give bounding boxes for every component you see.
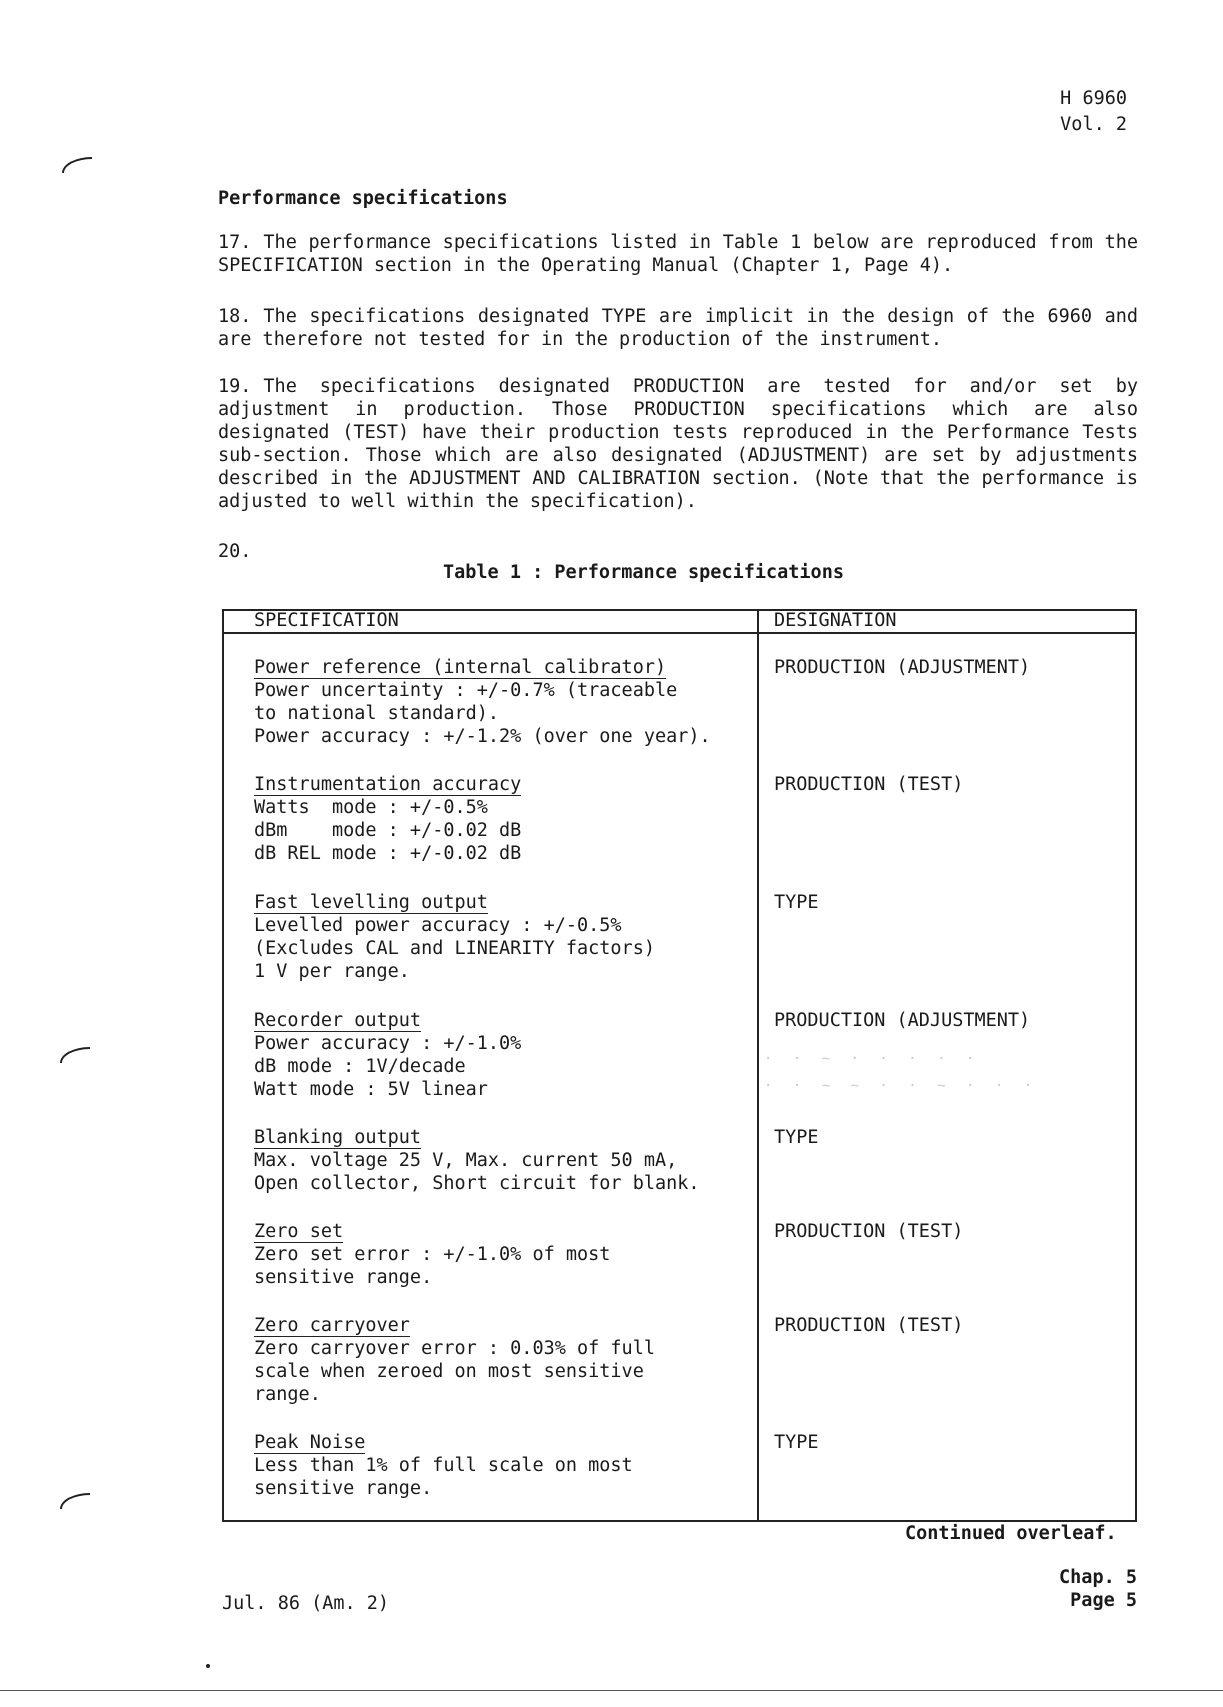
spec-line: scale when zeroed on most sensitive bbox=[254, 1361, 644, 1382]
faint-handwriting-mark: · · ~ ~ · · ~ · · · bbox=[764, 1078, 1039, 1094]
designation-cell: TYPE bbox=[774, 1432, 819, 1453]
spec-line: range. bbox=[254, 1384, 321, 1405]
table-row bbox=[254, 891, 744, 983]
section-title: Performance specifications bbox=[218, 188, 508, 209]
spec-line: Less than 1% of full scale on most bbox=[254, 1455, 633, 1476]
stray-dot bbox=[206, 1664, 210, 1668]
spec-name: Blanking output bbox=[254, 1127, 422, 1148]
designation-cell: PRODUCTION (TEST) bbox=[774, 774, 964, 795]
amendment-date: Jul. 86 (Am. 2) bbox=[222, 1593, 390, 1614]
designation-cell: PRODUCTION (ADJUSTMENT) bbox=[774, 657, 1031, 678]
margin-mark bbox=[62, 157, 92, 173]
designation-cell: TYPE bbox=[774, 892, 819, 913]
spec-line: sensitive range. bbox=[254, 1478, 433, 1499]
spec-line: Open collector, Short circuit for blank. bbox=[254, 1173, 700, 1194]
table-row bbox=[254, 656, 744, 748]
table-row bbox=[254, 773, 744, 865]
column-header-designation: DESIGNATION bbox=[774, 610, 897, 631]
spec-line: Max. voltage 25 V, Max. current 50 mA, bbox=[254, 1150, 678, 1171]
spec-line: sensitive range. bbox=[254, 1267, 433, 1288]
paragraph-number: 18. bbox=[218, 306, 252, 327]
spec-line: dB mode : 1V/decade bbox=[254, 1056, 466, 1077]
spec-name: Power reference (internal calibrator) bbox=[254, 657, 667, 678]
page-label: Page 5 bbox=[1070, 1590, 1137, 1611]
paragraph-number: 19. bbox=[218, 376, 252, 397]
table-row bbox=[254, 1126, 744, 1195]
table-title: Table 1 : Performance specifications bbox=[443, 562, 844, 583]
spec-name: Fast levelling output bbox=[254, 892, 488, 913]
designation-cell: PRODUCTION (TEST) bbox=[774, 1315, 964, 1336]
spec-line: Zero carryover error : 0.03% of full bbox=[254, 1338, 655, 1359]
table-row bbox=[254, 1009, 744, 1101]
spec-name: Instrumentation accuracy bbox=[254, 774, 522, 795]
document-header bbox=[1060, 86, 1127, 138]
paragraph-text: The specifications designated PRODUCTION are tested for and/or set by adjustment in production. Those PRODUCTION specifications which are also designated (TEST) have their production tests reproduced in the Performance Tests sub-section. Those which are also designated (ADJUSTMENT) are set by adjustments described in the ADJUSTMENT AND CALIBRATION section. (Note that the performance is adjusted to well within the specification). bbox=[218, 376, 1138, 512]
paragraph-number: 20. bbox=[218, 541, 252, 562]
faint-handwriting-mark: · · ~ · · · · · bbox=[764, 1051, 981, 1067]
paragraph-18 bbox=[218, 305, 1138, 351]
page-reference bbox=[1059, 1566, 1137, 1612]
chapter-label: Chap. 5 bbox=[1059, 1567, 1137, 1588]
paragraph-19 bbox=[218, 375, 1138, 513]
spec-name: Zero set bbox=[254, 1221, 344, 1242]
spec-line: Levelled power accuracy : +/-0.5% bbox=[254, 915, 622, 936]
column-header-specification: SPECIFICATION bbox=[254, 610, 399, 631]
spec-line: (Excludes CAL and LINEARITY factors) bbox=[254, 938, 655, 959]
table-row bbox=[254, 1314, 744, 1406]
margin-mark bbox=[60, 1493, 90, 1509]
volume-label: Vol. 2 bbox=[1060, 114, 1127, 135]
paragraph-text: The performance specifications listed in Table 1 below are reproduced from the SPECIFICATION section in the Operating Manual (Chapter 1, Page 4). bbox=[218, 232, 1138, 276]
spec-line: Power accuracy : +/-1.0% bbox=[254, 1033, 522, 1054]
spec-name: Recorder output bbox=[254, 1010, 422, 1031]
spec-name: Peak Noise bbox=[254, 1432, 366, 1453]
page-bottom-rule bbox=[0, 1690, 1223, 1691]
table-row bbox=[254, 1431, 744, 1500]
designation-cell: PRODUCTION (ADJUSTMENT) bbox=[774, 1010, 1031, 1031]
doc-ref: H 6960 bbox=[1060, 88, 1127, 109]
table-row bbox=[254, 1220, 744, 1289]
spec-line: Watts mode : +/-0.5% bbox=[254, 797, 488, 818]
spec-line: Power uncertainty : +/-0.7% (traceable bbox=[254, 680, 678, 701]
continued-note: Continued overleaf. bbox=[905, 1523, 1117, 1544]
column-divider bbox=[757, 609, 759, 1522]
spec-line: dBm mode : +/-0.02 dB bbox=[254, 820, 522, 841]
paragraph-17 bbox=[218, 231, 1138, 277]
paragraph-number: 17. bbox=[218, 232, 252, 253]
header-rule bbox=[222, 632, 1137, 634]
paragraph-text: The specifications designated TYPE are implicit in the design of the 6960 and are therefore not tested for in the production of the instrument. bbox=[218, 306, 1138, 350]
designation-cell: PRODUCTION (TEST) bbox=[774, 1221, 964, 1242]
spec-line: 1 V per range. bbox=[254, 961, 410, 982]
spec-line: dB REL mode : +/-0.02 dB bbox=[254, 843, 522, 864]
spec-line: to national standard). bbox=[254, 703, 500, 724]
spec-line: Zero set error : +/-1.0% of most bbox=[254, 1244, 611, 1265]
spec-line: Watt mode : 5V linear bbox=[254, 1079, 488, 1100]
paragraph-20 bbox=[218, 540, 251, 563]
designation-cell: TYPE bbox=[774, 1127, 819, 1148]
margin-mark bbox=[60, 1047, 90, 1063]
spec-name: Zero carryover bbox=[254, 1315, 410, 1336]
spec-line: Power accuracy : +/-1.2% (over one year). bbox=[254, 726, 711, 747]
